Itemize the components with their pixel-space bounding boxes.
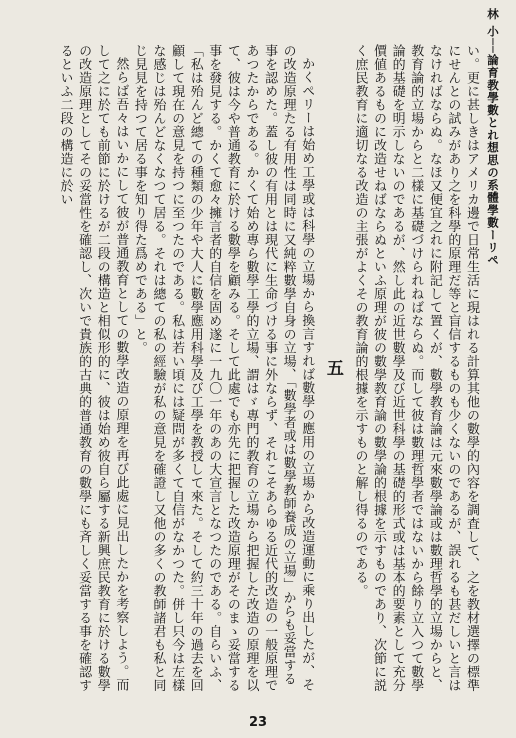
paragraph: 然らば吾々はいかにして彼が普通教育としての數學改造の原理を再び此處に見出したかを考察しよう。而して之に於ても前節に於けるが二段の構造と相似形的に、彼は始め彼自ら屬する新興庶民教育に於ける數學の改造原理としてその妥當性を確認し、次いで貴族的古典的普通教育の數學にも斉しく妥當する事を確認するといふ二段の構造に於い [57,44,129,692]
page-number: 23 [248,715,268,730]
paragraph: かくペリーは始め工學或は科學の立場から換言すれば數學の應用の立場から改造運動に乘り出したが、その改造原理たる有用性は同時に又純粹數學自身の立場、「數學者或は數學教師養成の立場」からも妥當する事を認めた。蓋し彼の有用とは現代に生命づける事に外ならず、それこそあらゆる近代的改造の一般原理であつたからである。かくて始め專ら數學工學的立場、謂はゞ專門的教育の立場から把握した改造の原理を以て、彼は今や普通教育に於ける數學を顧みる。そして此處でも亦先に把握した改造原理がそのまゝ妥當する事を發見する。かくて愈々擁言者的自信を固め遂に一九〇一年のあの大宣言となつたのである。自らいふ、「私は殆んど總ての種類の少年や大人に數學應用科學及び工學を教授して來た。そして約三十年の過去を回顧して現在の意見を持つに至つたのである。私は若い頃には疑問が多くて自信がなかつた。併し只今は左樣な感じは殆んどなくなつて居る。それは總ての私の經驗が私の意見を確證し又他の多くの教師諸君も私と同じ見見を持つて居る事を知り得た爲めである」と。 [131,44,315,692]
paragraph: い。更に甚しきはアメリカ邊で日常生活に現はれる計算其他の數學的內容を調査して、之を教材選擇の標準にせんとの試みがあり之を科學的原理だ等と盲信するものも少くないのであるが、誤れるも甚だしいと言はなければならぬ。なほ又便宜之れに附記して置くが、數學教育論は元來數學論或は數理哲學的立場からと、教育論的立場からと二樣に基礎づけられねばならぬ。而して彼は數理哲學者ではないから餘り立入つて數學論的基礎を明示しないのであるが、然し此の近世數學及び近世科學の基礎的形式或は基本的要素として充分價値あるものに改造せねばならぬといふ原理が彼の數學教育論の數學論的根據を示すものであり、次節に説く庶民教育に適切なる改造の主張がよくその教育論的根據を示すものと解し得るのである。 [352,44,479,692]
body-text [26,44,480,692]
section-number: 五 [322,359,343,377]
running-head: 林 小──論育教學數とれ想思の系體學數ーリペ [486,8,500,267]
